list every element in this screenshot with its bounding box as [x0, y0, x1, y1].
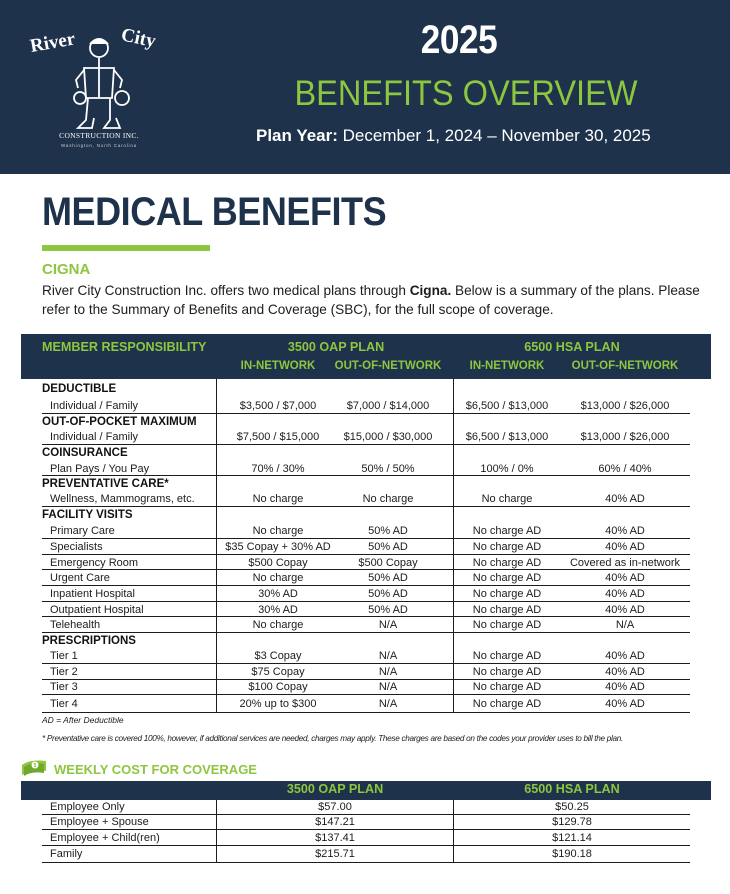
cell-oap-out: N/A	[378, 698, 398, 710]
col-oap-out-network: OUT-OF-NETWORK	[334, 360, 442, 372]
intro-paragraph: River City Construction Inc. offers two medical plans through Cigna. Below is a summary of the plans. Please refer to the Summary of Benefits and Coverage (SBC), for the full scope of coverage.	[42, 283, 700, 317]
cell-hsa-in: No charge AD	[472, 541, 542, 553]
row-label: Plan Pays / You Pay	[50, 463, 150, 475]
cell-oap-out: 50% / 50%	[361, 463, 415, 475]
cell-oap-out: N/A	[378, 666, 398, 678]
cell-hsa-out: 40% AD	[605, 681, 645, 693]
row-divider	[42, 601, 690, 602]
cost-oap: $215.71	[315, 848, 355, 860]
section-oop-max: OUT-OF-POCKET MAXIMUM	[42, 416, 197, 428]
row-divider	[42, 506, 690, 507]
cell-hsa-out: 40% AD	[605, 604, 645, 616]
tier-label: Family	[50, 848, 83, 860]
row-divider	[42, 554, 690, 555]
row-divider	[42, 444, 690, 445]
row-label: Outpatient Hospital	[50, 604, 144, 616]
cell-hsa-out: $13,000 / $26,000	[580, 400, 670, 412]
tier-label: Employee + Child(ren)	[50, 832, 160, 844]
header-banner	[0, 0, 730, 174]
cell-oap-out: 50% AD	[368, 604, 408, 616]
row-label: Tier 3	[50, 681, 78, 693]
row-divider	[42, 569, 690, 570]
col-hsa-in-network: IN-NETWORK	[469, 360, 545, 372]
cell-oap-out: $7,000 / $14,000	[346, 400, 430, 412]
row-divider	[42, 862, 690, 863]
cell-oap-out: $500 Copay	[358, 557, 418, 569]
carrier-name: CIGNA	[42, 261, 91, 278]
cell-oap-in: No charge	[252, 493, 304, 505]
cell-hsa-out: 40% AD	[605, 588, 645, 600]
cell-hsa-in: $6,500 / $13,000	[465, 400, 549, 412]
cell-oap-out: N/A	[378, 619, 398, 631]
cell-oap-in: $35 Copay + 30% AD	[225, 541, 331, 553]
cost-hsa: $50.25	[555, 801, 589, 813]
cell-hsa-out: 40% AD	[605, 650, 645, 662]
cell-oap-in: 30% AD	[258, 604, 298, 616]
cost-hsa: $129.78	[552, 816, 592, 828]
cost-oap: $137.41	[315, 832, 355, 844]
col-plan-hsa: 6500 HSA PLAN	[524, 782, 620, 796]
row-label: Specialists	[50, 541, 103, 553]
row-divider	[42, 712, 690, 713]
cell-oap-in: $75 Copay	[251, 666, 305, 678]
row-divider	[42, 845, 690, 846]
row-divider	[42, 829, 690, 830]
cell-oap-in: 30% AD	[258, 588, 298, 600]
row-label: Individual / Family	[50, 400, 139, 412]
cell-oap-in: $100 Copay	[248, 681, 308, 693]
tier-label: Employee + Spouse	[50, 816, 149, 828]
money-icon	[20, 757, 48, 777]
cell-hsa-in: No charge AD	[472, 619, 542, 631]
cell-hsa-in: No charge	[481, 493, 533, 505]
svg-text:City: City	[119, 24, 158, 53]
row-label: Inpatient Hospital	[50, 588, 135, 600]
svg-text:CONSTRUCTION INC.: CONSTRUCTION INC.	[59, 131, 139, 140]
year-heading: 2025	[420, 18, 498, 62]
construction-worker-icon	[24, 18, 174, 153]
cell-hsa-out: 40% AD	[605, 493, 645, 505]
cell-hsa-out: N/A	[615, 619, 635, 631]
row-divider	[42, 585, 690, 586]
cell-oap-in: No charge	[252, 525, 304, 537]
section-title: MEDICAL BENEFITS	[42, 190, 387, 234]
row-divider	[42, 663, 690, 664]
cell-hsa-in: No charge AD	[472, 650, 542, 662]
row-divider	[42, 632, 690, 633]
cell-oap-in: $500 Copay	[248, 557, 308, 569]
row-label: Individual / Family	[50, 431, 139, 443]
row-label: Tier 2	[50, 666, 78, 678]
row-label: Wellness, Mammograms, etc.	[50, 493, 195, 505]
cost-oap: $57.00	[318, 801, 352, 813]
cell-oap-out: $15,000 / $30,000	[343, 431, 433, 443]
cell-oap-out: 50% AD	[368, 525, 408, 537]
cell-oap-in: $3 Copay	[254, 650, 302, 662]
col-plan-oap: 3500 OAP PLAN	[287, 340, 385, 354]
col-oap-in-network: IN-NETWORK	[240, 360, 316, 372]
cell-hsa-in: 100% / 0%	[480, 463, 534, 475]
cell-hsa-in: No charge AD	[472, 557, 542, 569]
cell-hsa-in: No charge AD	[472, 698, 542, 710]
cell-hsa-out: $13,000 / $26,000	[580, 431, 670, 443]
section-preventative-care: PREVENTATIVE CARE*	[42, 478, 169, 490]
row-divider	[42, 475, 690, 476]
section-facility-visits: FACILITY VISITS	[42, 509, 133, 521]
footnote-ad: AD = After Deductible	[42, 715, 124, 725]
cell-hsa-in: No charge AD	[472, 666, 542, 678]
cell-oap-in: No charge	[252, 572, 304, 584]
row-label: Tier 1	[50, 650, 78, 662]
cell-hsa-out: 40% AD	[605, 698, 645, 710]
cost-oap: $147.21	[315, 816, 355, 828]
col-member-responsibility: MEMBER RESPONSIBILITY	[42, 340, 207, 354]
row-divider	[42, 616, 690, 617]
cell-hsa-out: 40% AD	[605, 666, 645, 678]
weekly-cost-title: WEEKLY COST FOR COVERAGE	[54, 762, 257, 777]
cost-hsa: $121.14	[552, 832, 592, 844]
company-logo	[24, 18, 174, 153]
cell-oap-out: N/A	[378, 650, 398, 662]
cell-oap-in: 20% up to $300	[239, 698, 317, 710]
cell-hsa-in: No charge AD	[472, 588, 542, 600]
cell-oap-out: N/A	[378, 681, 398, 693]
cell-hsa-out: 60% / 40%	[598, 463, 652, 475]
section-coinsurance: COINSURANCE	[42, 447, 128, 459]
svg-text:River: River	[28, 28, 77, 58]
plan-year-label: Plan Year:	[256, 126, 338, 145]
cell-hsa-out: 40% AD	[605, 541, 645, 553]
cell-hsa-in: No charge AD	[472, 681, 542, 693]
row-label: Telehealth	[50, 619, 101, 631]
row-label: Emergency Room	[50, 557, 139, 569]
row-label: Tier 4	[50, 698, 78, 710]
cell-oap-out: 50% AD	[368, 541, 408, 553]
section-deductible: DEDUCTIBLE	[42, 383, 117, 395]
plan-year-value: December 1, 2024 – November 30, 2025	[342, 126, 651, 145]
cell-oap-in: $7,500 / $15,000	[236, 431, 320, 443]
cell-hsa-in: No charge AD	[472, 525, 542, 537]
col-hsa-out-network: OUT-OF-NETWORK	[571, 360, 679, 372]
title-underline	[42, 245, 210, 251]
cell-oap-out: No charge	[362, 493, 414, 505]
row-label: Urgent Care	[50, 572, 110, 584]
cell-oap-out: 50% AD	[368, 588, 408, 600]
cell-hsa-in: No charge AD	[472, 572, 542, 584]
cell-hsa-in: $6,500 / $13,000	[465, 431, 549, 443]
tier-label: Employee Only	[50, 801, 125, 813]
row-label: Primary Care	[50, 525, 115, 537]
row-divider	[42, 538, 690, 539]
cell-oap-in: No charge	[252, 619, 304, 631]
row-divider	[42, 694, 690, 695]
cost-hsa: $190.18	[552, 848, 592, 860]
row-divider	[42, 413, 690, 414]
carrier-bold: Cigna.	[409, 283, 452, 298]
col-plan-hsa: 6500 HSA PLAN	[524, 340, 620, 354]
plan-year	[256, 126, 651, 146]
cell-oap-out: 50% AD	[368, 572, 408, 584]
svg-text:Washington, North Carolina: Washington, North Carolina	[61, 143, 137, 148]
section-prescriptions: PRESCRIPTIONS	[42, 635, 136, 647]
cell-hsa-out: Covered as in-network	[569, 557, 681, 569]
cell-oap-in: 70% / 30%	[251, 463, 305, 475]
cell-oap-in: $3,500 / $7,000	[239, 400, 317, 412]
cell-hsa-out: 40% AD	[605, 572, 645, 584]
page-title: BENEFITS OVERVIEW	[294, 74, 638, 113]
cell-hsa-in: No charge AD	[472, 604, 542, 616]
svg-text:$: $	[33, 763, 37, 769]
footnote-preventative: * Preventative care is covered 100%, however, if additional services are needed, charges may apply. These charges are based on the codes your provider uses to bill the plan.	[42, 734, 624, 743]
col-plan-oap: 3500 OAP PLAN	[286, 782, 384, 796]
cell-hsa-out: 40% AD	[605, 525, 645, 537]
